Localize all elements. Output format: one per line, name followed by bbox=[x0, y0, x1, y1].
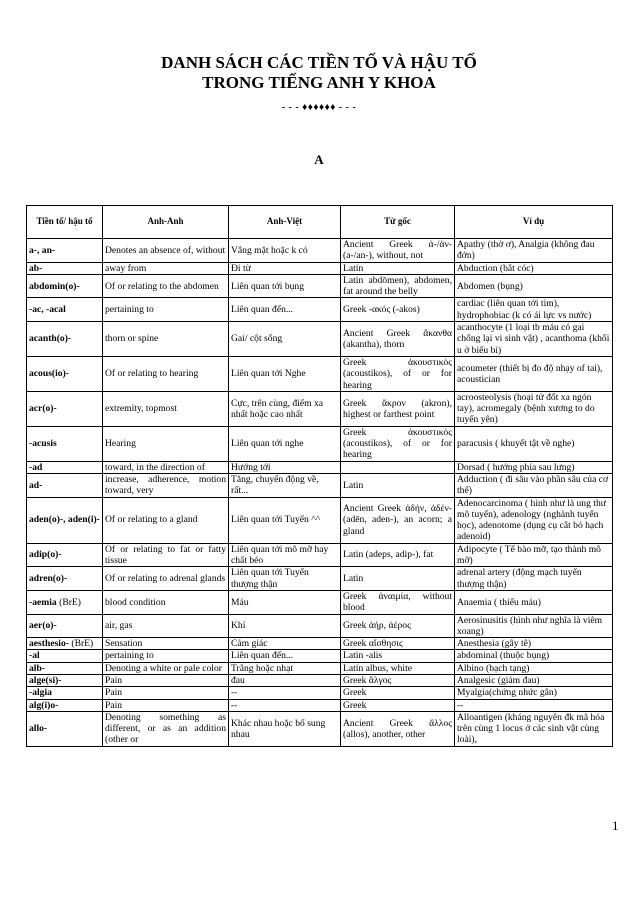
cell-english-text: away from bbox=[105, 262, 147, 274]
cell-origin bbox=[341, 699, 455, 711]
cell-vietnamese-text: Vắng mặt hoặc k có bbox=[231, 244, 308, 256]
document-title-line2: TRONG TIẾNG ANH Y KHOA bbox=[202, 73, 436, 92]
cell-origin bbox=[341, 497, 455, 543]
cell-english-text: blood condition bbox=[105, 596, 166, 608]
cell-prefix bbox=[27, 298, 103, 322]
cell-english-text: Denotes an absence of, without bbox=[105, 244, 226, 256]
cell-english bbox=[103, 567, 229, 591]
cell-prefix bbox=[27, 322, 103, 357]
cell-origin-text: Greek ἀήρ, ἀέρος bbox=[343, 620, 411, 632]
cell-vietnamese-text: Gai/ cột sống bbox=[231, 333, 283, 345]
cell-vietnamese-text: Liên quan tới Tuyến ^^ bbox=[231, 514, 321, 526]
cell-prefix-text: abdomin(o)- bbox=[29, 280, 80, 292]
cell-english-text: Of or relating to fat or fatty tissue bbox=[105, 543, 226, 567]
cell-origin bbox=[341, 674, 455, 686]
cell-prefix-text: -aemia bbox=[29, 596, 57, 608]
cell-example bbox=[455, 687, 613, 699]
cell-prefix-text: aesthesio- bbox=[29, 638, 69, 650]
cell-example-text: adrenal artery (động mạch tuyến thượng thận) bbox=[457, 567, 582, 590]
cell-english bbox=[103, 497, 229, 543]
cell-origin-text: Latin abdōmen), abdomen, fat around the belly bbox=[343, 274, 452, 298]
cell-origin-text: Latin bbox=[343, 262, 364, 274]
cell-example-text: Adduction ( đi sâu vào phần sâu của cơ thể) bbox=[457, 473, 609, 497]
cell-vietnamese bbox=[229, 497, 341, 543]
prefix-suffix-table bbox=[26, 205, 613, 747]
cell-vietnamese bbox=[229, 461, 341, 473]
cell-example bbox=[455, 614, 613, 638]
cell-vietnamese-text: Liên quan tới Nghe bbox=[231, 368, 306, 380]
table-row bbox=[27, 322, 613, 357]
cell-example-text: Analgesic (giảm đau) bbox=[457, 674, 540, 686]
cell-origin-text: Latin (adeps, adip-), fat bbox=[343, 549, 434, 561]
cell-prefix-text: allo- bbox=[29, 723, 48, 735]
table-row bbox=[27, 461, 613, 473]
cell-english-text: Of or relating to hearing bbox=[105, 368, 199, 380]
table-row bbox=[27, 262, 613, 274]
cell-example-text: -- bbox=[457, 699, 464, 711]
cell-english-text: Pain bbox=[105, 674, 123, 686]
cell-example bbox=[455, 426, 613, 461]
ornament-divider: - - - ♦♦♦♦♦♦ - - - bbox=[281, 102, 357, 113]
cell-prefix bbox=[27, 711, 103, 746]
cell-vietnamese bbox=[229, 391, 341, 426]
cell-prefix bbox=[27, 699, 103, 711]
cell-origin-text: Ancient Greek ἄκανθα (akantha), thorn bbox=[343, 327, 452, 351]
cell-vietnamese bbox=[229, 298, 341, 322]
table-row bbox=[27, 567, 613, 591]
table-row bbox=[27, 426, 613, 461]
table-row bbox=[27, 274, 613, 298]
table-row bbox=[27, 473, 613, 497]
cell-vietnamese-text: đau bbox=[231, 674, 245, 686]
cell-english bbox=[103, 638, 229, 650]
cell-vietnamese bbox=[229, 699, 341, 711]
cell-vietnamese-text: Trắng hoặc nhạt bbox=[231, 662, 293, 674]
cell-example bbox=[455, 543, 613, 567]
cell-example bbox=[455, 356, 613, 391]
cell-vietnamese bbox=[229, 322, 341, 357]
cell-example-text: Myalgia(chứng nhức gân) bbox=[457, 687, 557, 699]
cell-vietnamese bbox=[229, 426, 341, 461]
cell-english-text: Pain bbox=[105, 699, 123, 711]
cell-vietnamese bbox=[229, 567, 341, 591]
cell-vietnamese-text: Liên quan đến... bbox=[231, 304, 294, 316]
cell-vietnamese-text: Tăng, chuyển động về, rất... bbox=[231, 473, 319, 497]
cell-english-text: Of or relating to the abdomen bbox=[105, 280, 219, 292]
cell-english-text: Sensation bbox=[105, 638, 143, 650]
cell-prefix bbox=[27, 356, 103, 391]
cell-example bbox=[455, 638, 613, 650]
cell-prefix bbox=[27, 497, 103, 543]
cell-vietnamese bbox=[229, 239, 341, 263]
cell-origin bbox=[341, 543, 455, 567]
cell-prefix-text: a-, an- bbox=[29, 244, 56, 256]
cell-english bbox=[103, 662, 229, 674]
cell-vietnamese-text: Liên quan tới Tuyến thượng thận bbox=[231, 567, 309, 590]
cell-prefix-text: -acusis bbox=[29, 438, 57, 450]
cell-english-text: pertaining to bbox=[105, 650, 154, 662]
cell-origin bbox=[341, 687, 455, 699]
cell-example-text: Abdomen (bụng) bbox=[457, 280, 523, 292]
cell-prefix-text: acanth(o)- bbox=[29, 333, 72, 345]
cell-origin bbox=[341, 461, 455, 473]
cell-english-text: Pain bbox=[105, 687, 123, 699]
table-row bbox=[27, 638, 613, 650]
cell-vietnamese bbox=[229, 356, 341, 391]
cell-origin-text: Greek ἄλγος bbox=[343, 674, 392, 686]
cell-vietnamese bbox=[229, 662, 341, 674]
cell-prefix bbox=[27, 239, 103, 263]
cell-example-text: Apathy (thờ ơ), Analgia (không đau đớn) bbox=[457, 239, 595, 262]
cell-prefix-text: ab- bbox=[29, 262, 43, 274]
cell-vietnamese-text: Liên quan đến... bbox=[231, 650, 294, 662]
cell-origin-text: Greek bbox=[343, 699, 367, 711]
cell-vietnamese bbox=[229, 473, 341, 497]
cell-english bbox=[103, 711, 229, 746]
cell-english bbox=[103, 590, 229, 614]
cell-example bbox=[455, 461, 613, 473]
cell-english bbox=[103, 543, 229, 567]
cell-origin bbox=[341, 638, 455, 650]
cell-prefix bbox=[27, 662, 103, 674]
cell-english-text: Of or relating to a gland bbox=[105, 514, 198, 526]
cell-prefix bbox=[27, 650, 103, 662]
cell-vietnamese bbox=[229, 674, 341, 686]
cell-origin-text: Greek ἀκουστικός (acoustikos), of or for hearing bbox=[343, 356, 452, 391]
table-row bbox=[27, 391, 613, 426]
cell-prefix bbox=[27, 461, 103, 473]
cell-vietnamese bbox=[229, 543, 341, 567]
cell-origin bbox=[341, 614, 455, 638]
cell-vietnamese-text: Máu bbox=[231, 596, 249, 608]
cell-vietnamese-text: Đi từ bbox=[231, 262, 251, 274]
cell-english bbox=[103, 356, 229, 391]
prefix-note: (BrE) bbox=[71, 638, 94, 650]
cell-prefix-text: -algia bbox=[29, 687, 52, 699]
cell-example bbox=[455, 298, 613, 322]
cell-vietnamese-text: Liên quan tới nghe bbox=[231, 438, 304, 450]
cell-prefix bbox=[27, 687, 103, 699]
cell-vietnamese-text: Cực, trên cùng, điểm xa nhất hoặc cao nhất bbox=[231, 397, 324, 420]
cell-english bbox=[103, 674, 229, 686]
cell-vietnamese bbox=[229, 262, 341, 274]
cell-origin bbox=[341, 711, 455, 746]
cell-origin bbox=[341, 298, 455, 322]
cell-english bbox=[103, 614, 229, 638]
cell-vietnamese-text: -- bbox=[231, 699, 238, 711]
cell-example-text: cardiac (liên quan tới tim), hydrophobiac (k có ái lực vs nước) bbox=[457, 298, 592, 321]
cell-prefix-text: acr(o)- bbox=[29, 403, 57, 415]
cell-origin-text: Greek ἀκουστικός (acoustikos), of or for hearing bbox=[343, 426, 452, 461]
cell-origin bbox=[341, 274, 455, 298]
cell-origin bbox=[341, 239, 455, 263]
cell-vietnamese bbox=[229, 614, 341, 638]
cell-prefix-text: aer(o)- bbox=[29, 620, 57, 632]
cell-english bbox=[103, 687, 229, 699]
cell-prefix-text: adren(o)- bbox=[29, 572, 68, 584]
cell-prefix-text: -ad bbox=[29, 461, 43, 473]
cell-english-text: pertaining to bbox=[105, 304, 154, 316]
cell-prefix bbox=[27, 274, 103, 298]
cell-origin-text: Latin -alis bbox=[343, 650, 383, 662]
cell-example-text: Anesthesia (gây tê) bbox=[457, 638, 532, 650]
cell-vietnamese-text: Khác nhau hoặc bổ sung nhau bbox=[231, 717, 326, 740]
page-number: 1 bbox=[612, 818, 619, 833]
cell-example bbox=[455, 322, 613, 357]
cell-example bbox=[455, 497, 613, 543]
cell-english-text: Hearing bbox=[105, 438, 136, 450]
cell-origin-text: Ancient Greek ἀδήν, ἀδέν- (adēn, aden-), an acorn; a gland bbox=[343, 503, 452, 537]
cell-prefix-text: ad- bbox=[29, 479, 43, 491]
document-title-line1: DANH SÁCH CÁC TIỀN TỐ VÀ HẬU TỐ bbox=[161, 53, 477, 72]
cell-example-text: Anaemia ( thiếu máu) bbox=[457, 596, 541, 608]
cell-english bbox=[103, 262, 229, 274]
header-example: Ví dụ bbox=[455, 206, 613, 239]
cell-example bbox=[455, 711, 613, 746]
table-row bbox=[27, 687, 613, 699]
cell-vietnamese bbox=[229, 638, 341, 650]
table-row bbox=[27, 239, 613, 263]
cell-english-text: extremity, topmost bbox=[105, 403, 177, 415]
cell-vietnamese-text: -- bbox=[231, 687, 238, 699]
cell-prefix bbox=[27, 590, 103, 614]
cell-example bbox=[455, 391, 613, 426]
table-row bbox=[27, 356, 613, 391]
cell-vietnamese-text: Hướng tới bbox=[231, 461, 271, 473]
cell-example-text: Adenocarcinoma ( hình như là ung thư mô tuyến), adenology (nghành tuyến học), adenotome (dụng cụ cắt bỏ hạch adenoid) bbox=[457, 497, 606, 543]
cell-vietnamese bbox=[229, 274, 341, 298]
cell-example bbox=[455, 662, 613, 674]
cell-english bbox=[103, 650, 229, 662]
cell-origin bbox=[341, 262, 455, 274]
cell-example bbox=[455, 650, 613, 662]
cell-origin-text: Greek ἄκρον (akron), highest or farthest point bbox=[343, 397, 452, 420]
prefix-note: (BrE) bbox=[59, 596, 81, 608]
table-row bbox=[27, 543, 613, 567]
cell-origin-text: Latin bbox=[343, 479, 364, 491]
cell-example-text: Dorsad ( hướng phía sau lưng) bbox=[457, 461, 575, 473]
cell-english bbox=[103, 391, 229, 426]
cell-origin-text: Latin albus, white bbox=[343, 662, 413, 674]
cell-english bbox=[103, 473, 229, 497]
table-body bbox=[27, 239, 613, 747]
table-row bbox=[27, 650, 613, 662]
cell-origin bbox=[341, 426, 455, 461]
cell-vietnamese-text: Cảm giác bbox=[231, 638, 268, 650]
cell-origin bbox=[341, 391, 455, 426]
header-origin: Từ gốc bbox=[341, 206, 455, 239]
cell-example bbox=[455, 699, 613, 711]
cell-prefix-text: -ac, -acal bbox=[29, 304, 66, 316]
cell-prefix bbox=[27, 543, 103, 567]
cell-example bbox=[455, 590, 613, 614]
header-english: Anh-Anh bbox=[103, 206, 229, 239]
cell-example bbox=[455, 473, 613, 497]
cell-example-text: Abduction (bắt cóc) bbox=[457, 262, 534, 274]
header-vietnamese: Anh-Việt bbox=[229, 206, 341, 239]
cell-origin bbox=[341, 590, 455, 614]
cell-english-text: Of or relating to adrenal glands bbox=[105, 572, 226, 584]
cell-origin-text: Greek -ακός (-akos) bbox=[343, 304, 420, 316]
cell-prefix-text: alge(si)- bbox=[29, 674, 62, 686]
cell-english bbox=[103, 274, 229, 298]
cell-example bbox=[455, 674, 613, 686]
cell-prefix-text: alg(i)o- bbox=[29, 699, 59, 711]
cell-vietnamese bbox=[229, 687, 341, 699]
cell-prefix-text: aden(o)-, aden(i)- bbox=[29, 514, 100, 526]
cell-english bbox=[103, 298, 229, 322]
cell-english-text: Denoting something as different, or as an addition (other or bbox=[105, 711, 226, 746]
cell-english bbox=[103, 426, 229, 461]
cell-prefix bbox=[27, 262, 103, 274]
cell-prefix-text: acous(io)- bbox=[29, 368, 69, 380]
cell-example-text: Aerosinusitis (hình như nghĩa là viêm xoang) bbox=[457, 614, 603, 637]
table-row bbox=[27, 662, 613, 674]
cell-example-text: acroosteolysis (hoại tử đốt xa ngón tay), acromegaly (bệnh xương to do tuyến yên) bbox=[457, 391, 595, 426]
cell-origin bbox=[341, 650, 455, 662]
cell-prefix bbox=[27, 638, 103, 650]
cell-origin bbox=[341, 473, 455, 497]
cell-example-text: paracusis ( khuyết tật về nghe) bbox=[457, 438, 575, 450]
cell-origin bbox=[341, 322, 455, 357]
cell-example-text: abdominal (thuộc bụng) bbox=[457, 650, 550, 662]
cell-example-text: Albino (bạch tạng) bbox=[457, 662, 530, 674]
cell-english-text: toward, in the direction of bbox=[105, 461, 205, 473]
cell-english bbox=[103, 239, 229, 263]
cell-example bbox=[455, 567, 613, 591]
cell-example-text: acoumeter (thiết bị đo độ nhạy of tai), acoustician bbox=[457, 362, 603, 385]
cell-origin-text: Greek bbox=[343, 687, 367, 699]
cell-prefix bbox=[27, 567, 103, 591]
cell-english-text: air, gas bbox=[105, 620, 133, 632]
header-prefix: Tiền tố/ hậu tố bbox=[27, 206, 103, 239]
cell-vietnamese-text: Liên quan tới bụng bbox=[231, 280, 305, 292]
table-row bbox=[27, 614, 613, 638]
table-row bbox=[27, 590, 613, 614]
cell-origin-text: Greek ἀναιμία, without blood bbox=[343, 590, 452, 614]
cell-vietnamese bbox=[229, 590, 341, 614]
cell-prefix-text: alb- bbox=[29, 662, 45, 674]
cell-vietnamese bbox=[229, 650, 341, 662]
cell-english-text: increase, adherence, motion toward, very bbox=[105, 473, 226, 497]
cell-prefix bbox=[27, 674, 103, 686]
cell-prefix bbox=[27, 391, 103, 426]
cell-english bbox=[103, 461, 229, 473]
section-letter: A bbox=[314, 152, 324, 167]
cell-prefix bbox=[27, 614, 103, 638]
cell-english-text: Denoting a white or pale color bbox=[105, 662, 222, 674]
cell-prefix-text: adip(o)- bbox=[29, 549, 62, 561]
cell-origin bbox=[341, 356, 455, 391]
table-row bbox=[27, 699, 613, 711]
cell-origin bbox=[341, 567, 455, 591]
cell-prefix bbox=[27, 426, 103, 461]
cell-prefix bbox=[27, 473, 103, 497]
cell-origin-text: Ancient Greek ἄλλος (allos), another, other bbox=[343, 717, 452, 740]
cell-english bbox=[103, 322, 229, 357]
cell-vietnamese-text: Khí bbox=[231, 620, 246, 632]
table-row bbox=[27, 298, 613, 322]
cell-example-text: acanthocyte (1 loại tb máu có gai chống lại vi sinh vật) , acanthoma (khối u ở biểu bì) bbox=[457, 322, 610, 356]
cell-english bbox=[103, 699, 229, 711]
table-header-row bbox=[27, 206, 613, 239]
cell-example bbox=[455, 239, 613, 263]
cell-vietnamese bbox=[229, 711, 341, 746]
cell-english-text: thorn or spine bbox=[105, 333, 159, 345]
cell-example-text: Alloantigen (kháng nguyên đk mã hóa trên cùng 1 locus ở các sinh vật cùng loài), bbox=[457, 711, 605, 746]
table-row bbox=[27, 711, 613, 746]
cell-vietnamese-text: Liên quan tới mô mỡ hay chất béo bbox=[231, 543, 329, 567]
cell-origin-text: Greek αἴσθησις bbox=[343, 638, 403, 650]
cell-origin bbox=[341, 662, 455, 674]
table-row bbox=[27, 497, 613, 543]
cell-example bbox=[455, 262, 613, 274]
cell-example bbox=[455, 274, 613, 298]
table-row bbox=[27, 674, 613, 686]
cell-prefix-text: -al bbox=[29, 650, 40, 662]
cell-origin-text: Ancient Greek ἀ-/ἀν- (a-/an-), without, not bbox=[343, 239, 452, 262]
cell-origin-text: Latin bbox=[343, 572, 364, 584]
cell-example-text: Adipocyte ( Tế bào mỡ, tạo thành mô mỡ) bbox=[457, 543, 601, 567]
